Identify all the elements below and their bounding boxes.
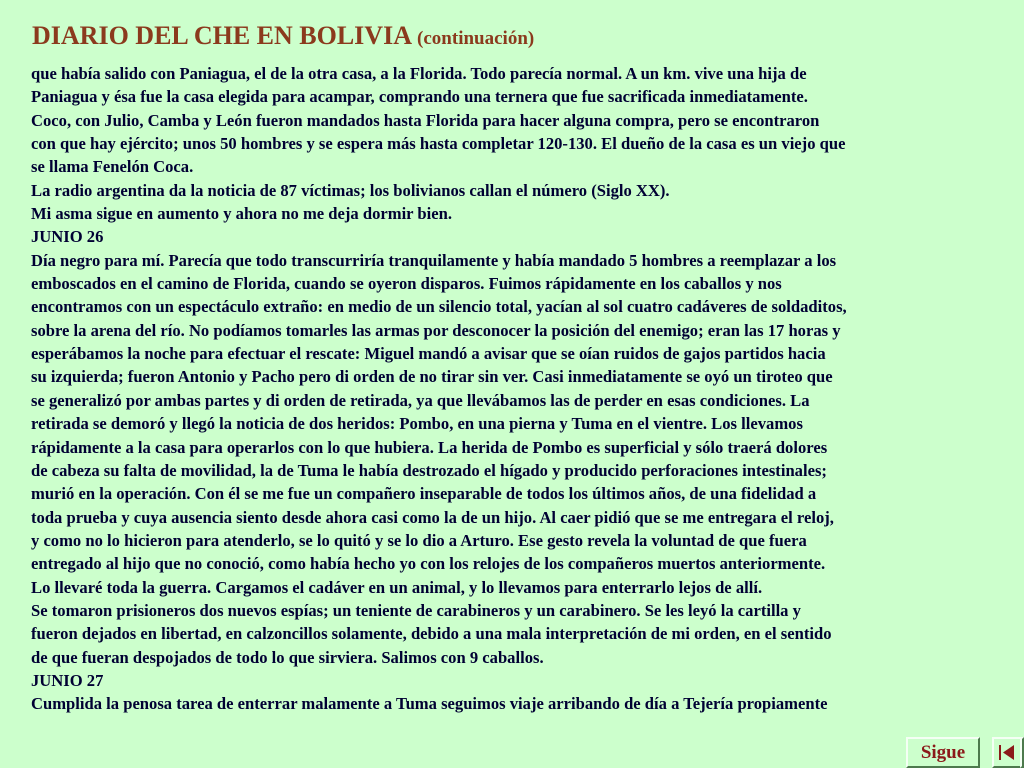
text-line: se generalizó por ambas partes y di orden de retirada, ya que llevábamos las de perder en esas condiciones. La — [31, 390, 810, 410]
text-line: Mi asma sigue en aumento y ahora no me deja dormir bien. — [31, 204, 452, 224]
text-line: emboscados en el camino de Florida, cuando se oyeron disparos. Fuimos rápidamente en los caballos y nos — [31, 274, 782, 294]
text-line: Cumplida la penosa tarea de enterrar malamente a Tuma seguimos viaje arribando de día a Tejería propiamente — [31, 694, 828, 714]
text-line: con que hay ejército; unos 50 hombres y se espera más hasta completar 120-130. El dueño de la casa es un viejo que — [31, 134, 846, 154]
title-subtitle: (continuación) — [417, 28, 535, 49]
text-line: se llama Fenelón Coca. — [31, 157, 194, 177]
text-line: La radio argentina da la noticia de 87 víctimas; los bolivianos callan el número (Siglo XX). — [31, 180, 670, 200]
text-line: de cabeza su falta de movilidad, la de Tuma le había destrozado el hígado y producido perforaciones intestinales; — [31, 460, 827, 480]
date-heading: JUNIO 27 — [31, 670, 104, 690]
text-line: Coco, con Julio, Camba y León fueron mandados hasta Florida para hacer alguna compra, pero se encontraron — [31, 110, 820, 130]
text-line: Lo llevaré toda la guerra. Cargamos el cadáver en un animal, y lo llevamos para enterrarlo lejos de allí. — [31, 577, 763, 597]
diary-text — [31, 62, 1016, 716]
text-line: fueron dejados en libertad, en calzoncillos solamente, debido a una mala interpretación de mi orden, en el sentido — [31, 624, 832, 644]
text-line: encontramos con un espectáculo extraño: en medio de un silencio total, yacían al sol cuatro cadáveres de soldaditos, — [31, 297, 847, 317]
text-line: su izquierda; fueron Antonio y Pacho pero di orden de no tirar sin ver. Casi inmediatamente se oyó un tiroteo que — [31, 367, 833, 387]
page-title — [32, 20, 534, 55]
text-line: de que fueran despojados de todo lo que sirviera. Salimos con 9 caballos. — [31, 647, 544, 667]
skip-to-start-icon — [994, 739, 1020, 766]
text-line: Paniagua y ésa fue la casa elegida para acampar, comprando una ternera que fue sacrificada inmediatamente. — [31, 87, 808, 107]
text-line: sobre la arena del río. No podíamos tomarles las armas por desconocer la posición del enemigo; eran las 17 horas y — [31, 320, 841, 340]
text-line: y como no lo hicieron para atenderlo, se lo quitó y se lo dio a Arturo. Ese gesto revela la voluntad de que fuera — [31, 530, 807, 550]
last-page-button[interactable] — [1020, 737, 1024, 768]
text-line: esperábamos la noche para efectuar el rescate: Miguel mandó a avisar que se oían ruidos de gajos partidos hacia — [31, 344, 826, 364]
first-page-button[interactable] — [992, 737, 1022, 768]
title-main: DIARIO DEL CHE EN BOLIVIA — [32, 21, 411, 50]
date-heading: JUNIO 26 — [31, 227, 104, 247]
text-line: rápidamente a la casa para operarlos con lo que hubiera. La herida de Pombo es superficial y sólo traerá dolores — [31, 437, 828, 457]
text-line: entregado al hijo que no conoció, como había hecho yo con los relojes de los compañeros muertos anteriormente. — [31, 554, 826, 574]
text-line: que había salido con Paniagua, el de la otra casa, a la Florida. Todo parecía normal. A un km. vive una hija de — [31, 64, 807, 83]
next-page-button[interactable]: Sigue — [906, 737, 980, 768]
text-line: toda prueba y cuya ausencia siento desde ahora casi como la de un hijo. Al caer pidió que se me entregara el reloj, — [31, 507, 834, 527]
text-line: murió en la operación. Con él se me fue un compañero inseparable de todos los últimos años, de una fidelidad a — [31, 484, 817, 504]
text-line: retirada se demoró y llegó la noticia de dos heridos: Pombo, en una pierna y Tuma en el vientre. Los llevamos — [31, 414, 803, 434]
text-line: Día negro para mí. Parecía que todo transcurriría tranquilamente y había mandado 5 hombres a reemplazar a los — [31, 250, 837, 270]
text-line: Se tomaron prisioneros dos nuevos espías; un teniente de carabineros y un carabinero. Se les leyó la cartilla y — [31, 600, 801, 620]
